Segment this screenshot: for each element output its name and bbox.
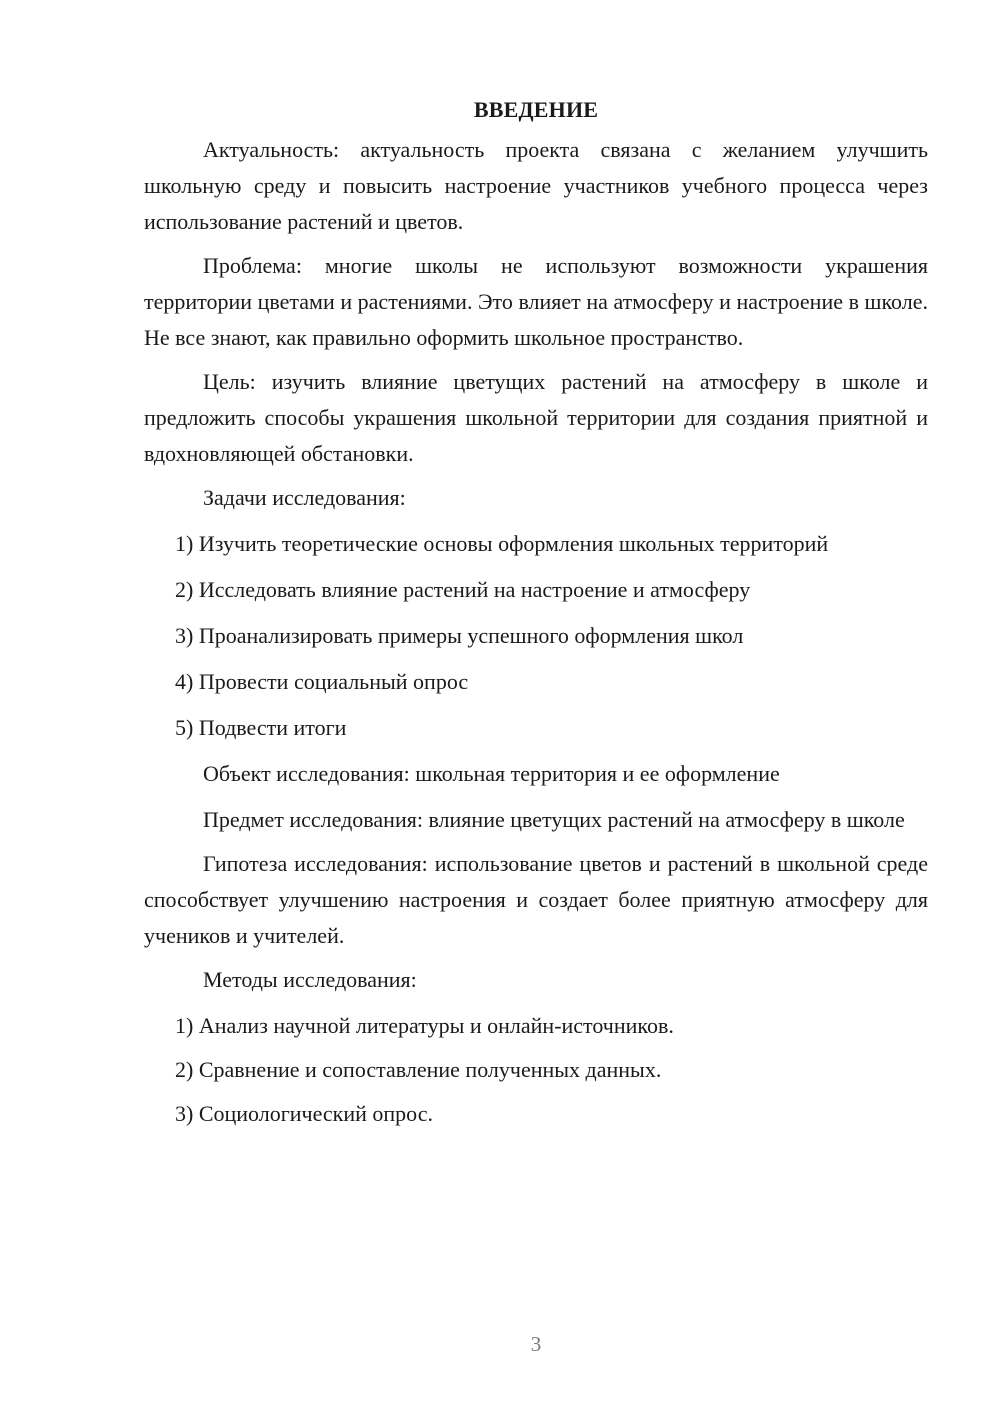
method-item: 3) Социологический опрос.: [175, 1101, 433, 1126]
goal-paragraph: Цель: изучить влияние цветущих растений на атмосферу в школе и предложить способы украшения школьной территории для создания приятной и вдохновляющей обстановки.: [144, 369, 928, 466]
tasks-heading: Задачи исследования:: [203, 485, 406, 510]
subject-paragraph: Предмет исследования: влияние цветущих растений на атмосферу в школе: [203, 807, 905, 832]
methods-list: [144, 1008, 928, 1132]
task-item: 5) Подвести итоги: [175, 715, 347, 740]
methods-heading: Методы исследования:: [203, 967, 417, 992]
task-item: 2) Исследовать влияние растений на настроение и атмосферу: [175, 577, 751, 602]
task-item: 1) Изучить теоретические основы оформления школьных территорий: [175, 531, 829, 556]
method-item: 1) Анализ научной литературы и онлайн-источников.: [175, 1013, 674, 1038]
task-item: 4) Провести социальный опрос: [175, 669, 469, 694]
object-paragraph: Объект исследования: школьная территория и ее оформление: [203, 761, 780, 786]
problem-paragraph: Проблема: многие школы не используют возможности украшения территории цветами и растениями. Это влияет на атмосферу и настроение в школе. Не все знают, как правильно оформить школьное пространство.: [144, 253, 928, 350]
task-item: 3) Проанализировать примеры успешного оформления школ: [175, 623, 744, 648]
section-title: ВВЕДЕНИЕ: [473, 97, 599, 122]
tasks-list: [144, 526, 928, 746]
hypothesis-paragraph: Гипотеза исследования: использование цветов и растений в школьной среде способствует улучшению настроения и создает более приятную атмосферу для учеников и учителей.: [144, 851, 928, 948]
document-page: [144, 92, 928, 1140]
page-number: 3: [530, 1332, 542, 1356]
relevance-paragraph: Актуальность: актуальность проекта связана с желанием улучшить школьную среду и повысить настроение участников учебного процесса через использование растений и цветов.: [144, 137, 928, 234]
method-item: 2) Сравнение и сопоставление полученных данных.: [175, 1057, 662, 1082]
